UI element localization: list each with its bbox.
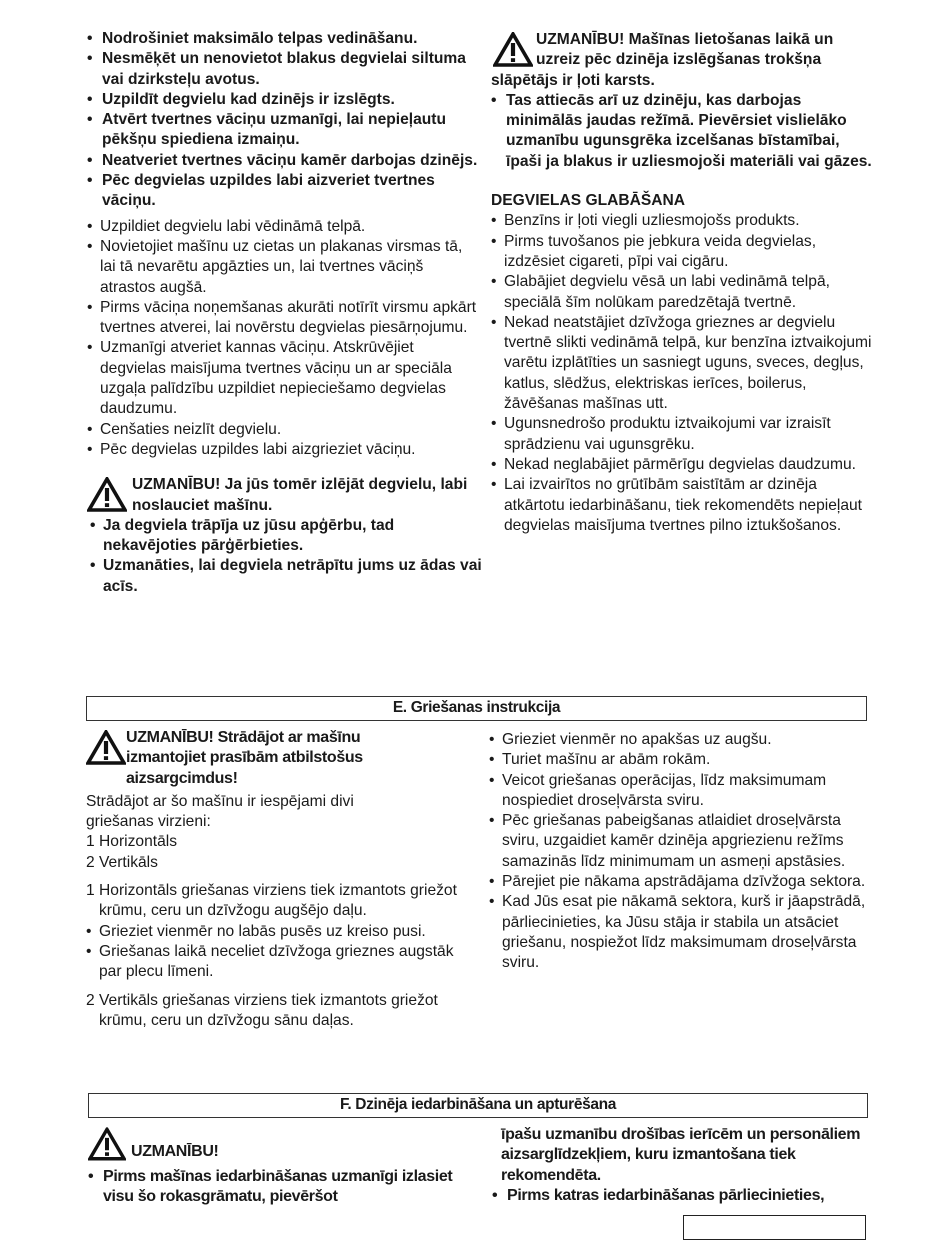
- list-item: • Lai izvairītos no grūtībām saistītām ar dzinēja atkārtotu iedarbināšanu, tiek rekomendēts nepieļaut degvielas maisījuma tvertnes pilno iztukšošanos.: [491, 475, 876, 536]
- cutting-direction-2: 2 Vertikāls: [86, 853, 158, 871]
- list-item: • Uzmanāties, lai degviela netrāpītu jums uz ādas vai acīs.: [90, 556, 482, 597]
- list-item: • Uzpildiet degvielu labi vēdināmā telpā.: [87, 217, 482, 237]
- list-item: • Uzmanīgi atveriet kannas vāciņu. Atskrūvējiet degvielas maisījuma tvertnes vāciņu un ar speciāla uzgaļa palīdzību uzpildiet nepieciešamo degvielas daudzumu.: [87, 338, 482, 419]
- list-item: • Pirms tuvošanos pie jebkura veida degvielas, izdzēsiet cigareti, pīpi vai cigāru.: [491, 232, 876, 273]
- section-e-right-column: [489, 730, 874, 974]
- list-item: • Kad Jūs esat pie nākamā sektora, kurš ir jāapstrādā, pārliecinieties, ka Jūsu stāja ir stabila un atsāciet griešanu, nospiežot līdz maksimumam droseļvārsta sviru.: [489, 892, 874, 973]
- muffler-warning-list: [491, 91, 876, 172]
- list-item: • Uzpildīt degvielu kad dzinējs ir izslēgts.: [87, 90, 482, 110]
- cutting-intro: [86, 792, 471, 873]
- horizontal-cutting-lead: 1 Horizontāls griešanas virziens tiek izmantots griežot krūmu, ceru un dzīvžogu augšējo daļu.: [86, 882, 457, 920]
- page-number-box: [683, 1215, 866, 1240]
- list-item: • Veicot griešanas operācijas, līdz maksimumam nospiediet droseļvārsta sviru.: [489, 771, 874, 812]
- list-item: • Benzīns ir ļoti viegli uzliesmojošs produkts.: [491, 211, 876, 231]
- cutting-steps-list: [489, 730, 874, 974]
- list-item: • Tas attiecās arī uz dzinēju, kas darbojas minimālās jaudas režīmā. Pievērsiet vislielāko uzmanību ugunsgrēka izcelšanas bīstamībai, īpaši ja blakus ir uzliesmojoši materiāli vai gāzes.: [491, 91, 876, 172]
- warning-triangle-icon: [86, 730, 126, 766]
- list-item: • Neatveriet tvertnes vāciņu kamēr darbojas dzinējs.: [87, 151, 482, 171]
- muffler-warning-line2: uzreiz pēc dzinēja izslēgšanas trokšņa: [536, 51, 822, 69]
- list-item: • Cenšaties neizlīt degvielu.: [87, 420, 482, 440]
- muffler-warning-line3: slāpētājs ir ļoti karsts.: [491, 71, 655, 89]
- section-f-header: [88, 1093, 868, 1118]
- fuel-storage-list: [491, 211, 876, 536]
- fuel-safety-bold-list: [87, 29, 482, 212]
- list-item: • Turiet mašīnu ar abām rokām.: [489, 750, 874, 770]
- gloves-warning-line2: izmantojiet prasībām atbilstošus: [126, 749, 363, 767]
- list-item: • Nodrošiniet maksimālo telpas vedināšanu.: [87, 29, 482, 49]
- warning-triangle-icon: [493, 32, 533, 68]
- list-item: • Pirms mašīnas iedarbināšanas uzmanīgi izlasiet visu šo rokasgrāmatu, pievēršot: [88, 1167, 473, 1208]
- list-item: • Atvērt tvertnes vāciņu uzmanīgi, lai nepieļautu pēkšņu spiediena izmaiņu.: [87, 110, 482, 151]
- list-item: • Ugunsnedrošo produktu iztvaikojumi var izraisīt sprādzienu vai ugunsgrēku.: [491, 414, 876, 455]
- fuel-refill-list: [87, 217, 482, 461]
- start-warning-list: [88, 1167, 473, 1208]
- list-item: • Grieziet vienmēr no labās pusēs uz kreiso pusi.: [86, 922, 471, 942]
- section-e-left-column: [86, 728, 471, 1031]
- list-item: • Grieziet vienmēr no apakšas uz augšu.: [489, 730, 874, 750]
- start-warning-title: UZMANĪBU!: [131, 1143, 219, 1160]
- fuel-storage-heading: DEGVIELAS GLABĀŠANA: [491, 192, 686, 210]
- gloves-warning-line3: aizsargcimdus!: [126, 769, 238, 787]
- list-item: • Pirms katras iedarbināšanas pārliecinieties,: [492, 1186, 872, 1206]
- vertical-cutting-lead: 2 Vertikāls griešanas virziens tiek izmantots griežot krūmu, ceru un dzīvžogu sānu daļas.: [86, 991, 438, 1029]
- spill-warning-list: [90, 516, 482, 597]
- top-left-column: [87, 29, 482, 597]
- spill-warning-title: UZMANĪBU! Ja jūs tomēr izlējāt degvielu, labi noslauciet mašīnu.: [132, 476, 468, 514]
- top-right-column: [491, 30, 876, 536]
- muffler-warning-line1: UZMANĪBU! Mašīnas lietošanas laikā un: [536, 31, 834, 48]
- section-f-right-column: [492, 1125, 872, 1206]
- start-warning: [88, 1127, 473, 1167]
- muffler-warning: [491, 30, 876, 91]
- list-item: • Pirms vāciņa noņemšanas akurāti notīrīt virsmu apkārt tvertnes atverei, lai novērstu degvielas piesārņojumu.: [87, 298, 482, 339]
- list-item: • Pēc degvielas uzpildes labi aizgrieziet vāciņu.: [87, 440, 482, 460]
- list-item: • Novietojiet mašīnu uz cietas un plakanas virsmas tā, lai tā nevarētu apgāzties un, lai tvertnes vāciņš atrastos augšā.: [87, 237, 482, 298]
- gloves-warning-line1: UZMANĪBU! Strādājot ar mašīnu: [126, 729, 361, 746]
- horizontal-cutting-list: [86, 922, 471, 983]
- cutting-intro-line: griešanas virzieni:: [86, 813, 211, 831]
- gloves-warning: [86, 728, 471, 789]
- section-f-left-column: [88, 1127, 473, 1208]
- list-item: • Pēc degvielas uzpildes labi aizveriet tvertnes vāciņu.: [87, 171, 482, 212]
- list-item: • Nekad neglabājiet pārmērīgu degvielas daudzumu.: [491, 455, 876, 475]
- cutting-direction-1: 1 Horizontāls: [86, 833, 178, 851]
- start-warning-continuation: īpašu uzmanību drošības ierīcēm un personāliem aizsarglīdzekļiem, kuru izmantošana tiek rekomendēta.: [501, 1126, 861, 1184]
- section-e-title: E. Griešanas instrukcija: [392, 699, 561, 716]
- list-item: • Nekad neatstājiet dzīvžoga grieznes ar degvielu tvertnē slikti vedināmā telpā, kur benzīna iztvaikojumi varētu izplātīties un sasniegt uguns, sveces, degļus, katlus, slēdžus, elektriskas ierīces, boilerus, žāvēšanas mašīnas utt.: [491, 313, 876, 414]
- warning-triangle-icon: [87, 477, 127, 513]
- start-check-list: [492, 1186, 872, 1206]
- list-item: • Ja degviela trāpīja uz jūsu apģērbu, tad nekavējoties pārģērbieties.: [90, 516, 482, 557]
- list-item: • Griešanas laikā neceliet dzīvžoga grieznes augstāk par plecu līmeni.: [86, 942, 471, 983]
- list-item: • Pārejiet pie nākama apstrādājama dzīvžoga sektora.: [489, 872, 874, 892]
- section-e-header: [86, 696, 867, 721]
- cutting-intro-line: Strādājot ar šo mašīnu ir iespējami divi: [86, 792, 354, 810]
- list-item: • Glabājiet degvielu vēsā un labi vedināmā telpā, speciālā šīm nolūkam paredzētajā tvertnē.: [491, 272, 876, 313]
- section-f-title: F. Dzinēja iedarbināšana un apturēšana: [339, 1096, 617, 1113]
- list-item: • Nesmēķēt un nenovietot blakus degvielai siltuma vai dzirksteļu avotus.: [87, 49, 482, 90]
- list-item: • Pēc griešanas pabeigšanas atlaidiet droseļvārsta sviru, uzgaidiet kamēr dzinēja apgriezienu režīms samazinās līdz minimumam un asmeņi apstāsies.: [489, 811, 874, 872]
- warning-triangle-icon: [88, 1127, 126, 1162]
- spill-warning: [87, 475, 482, 516]
